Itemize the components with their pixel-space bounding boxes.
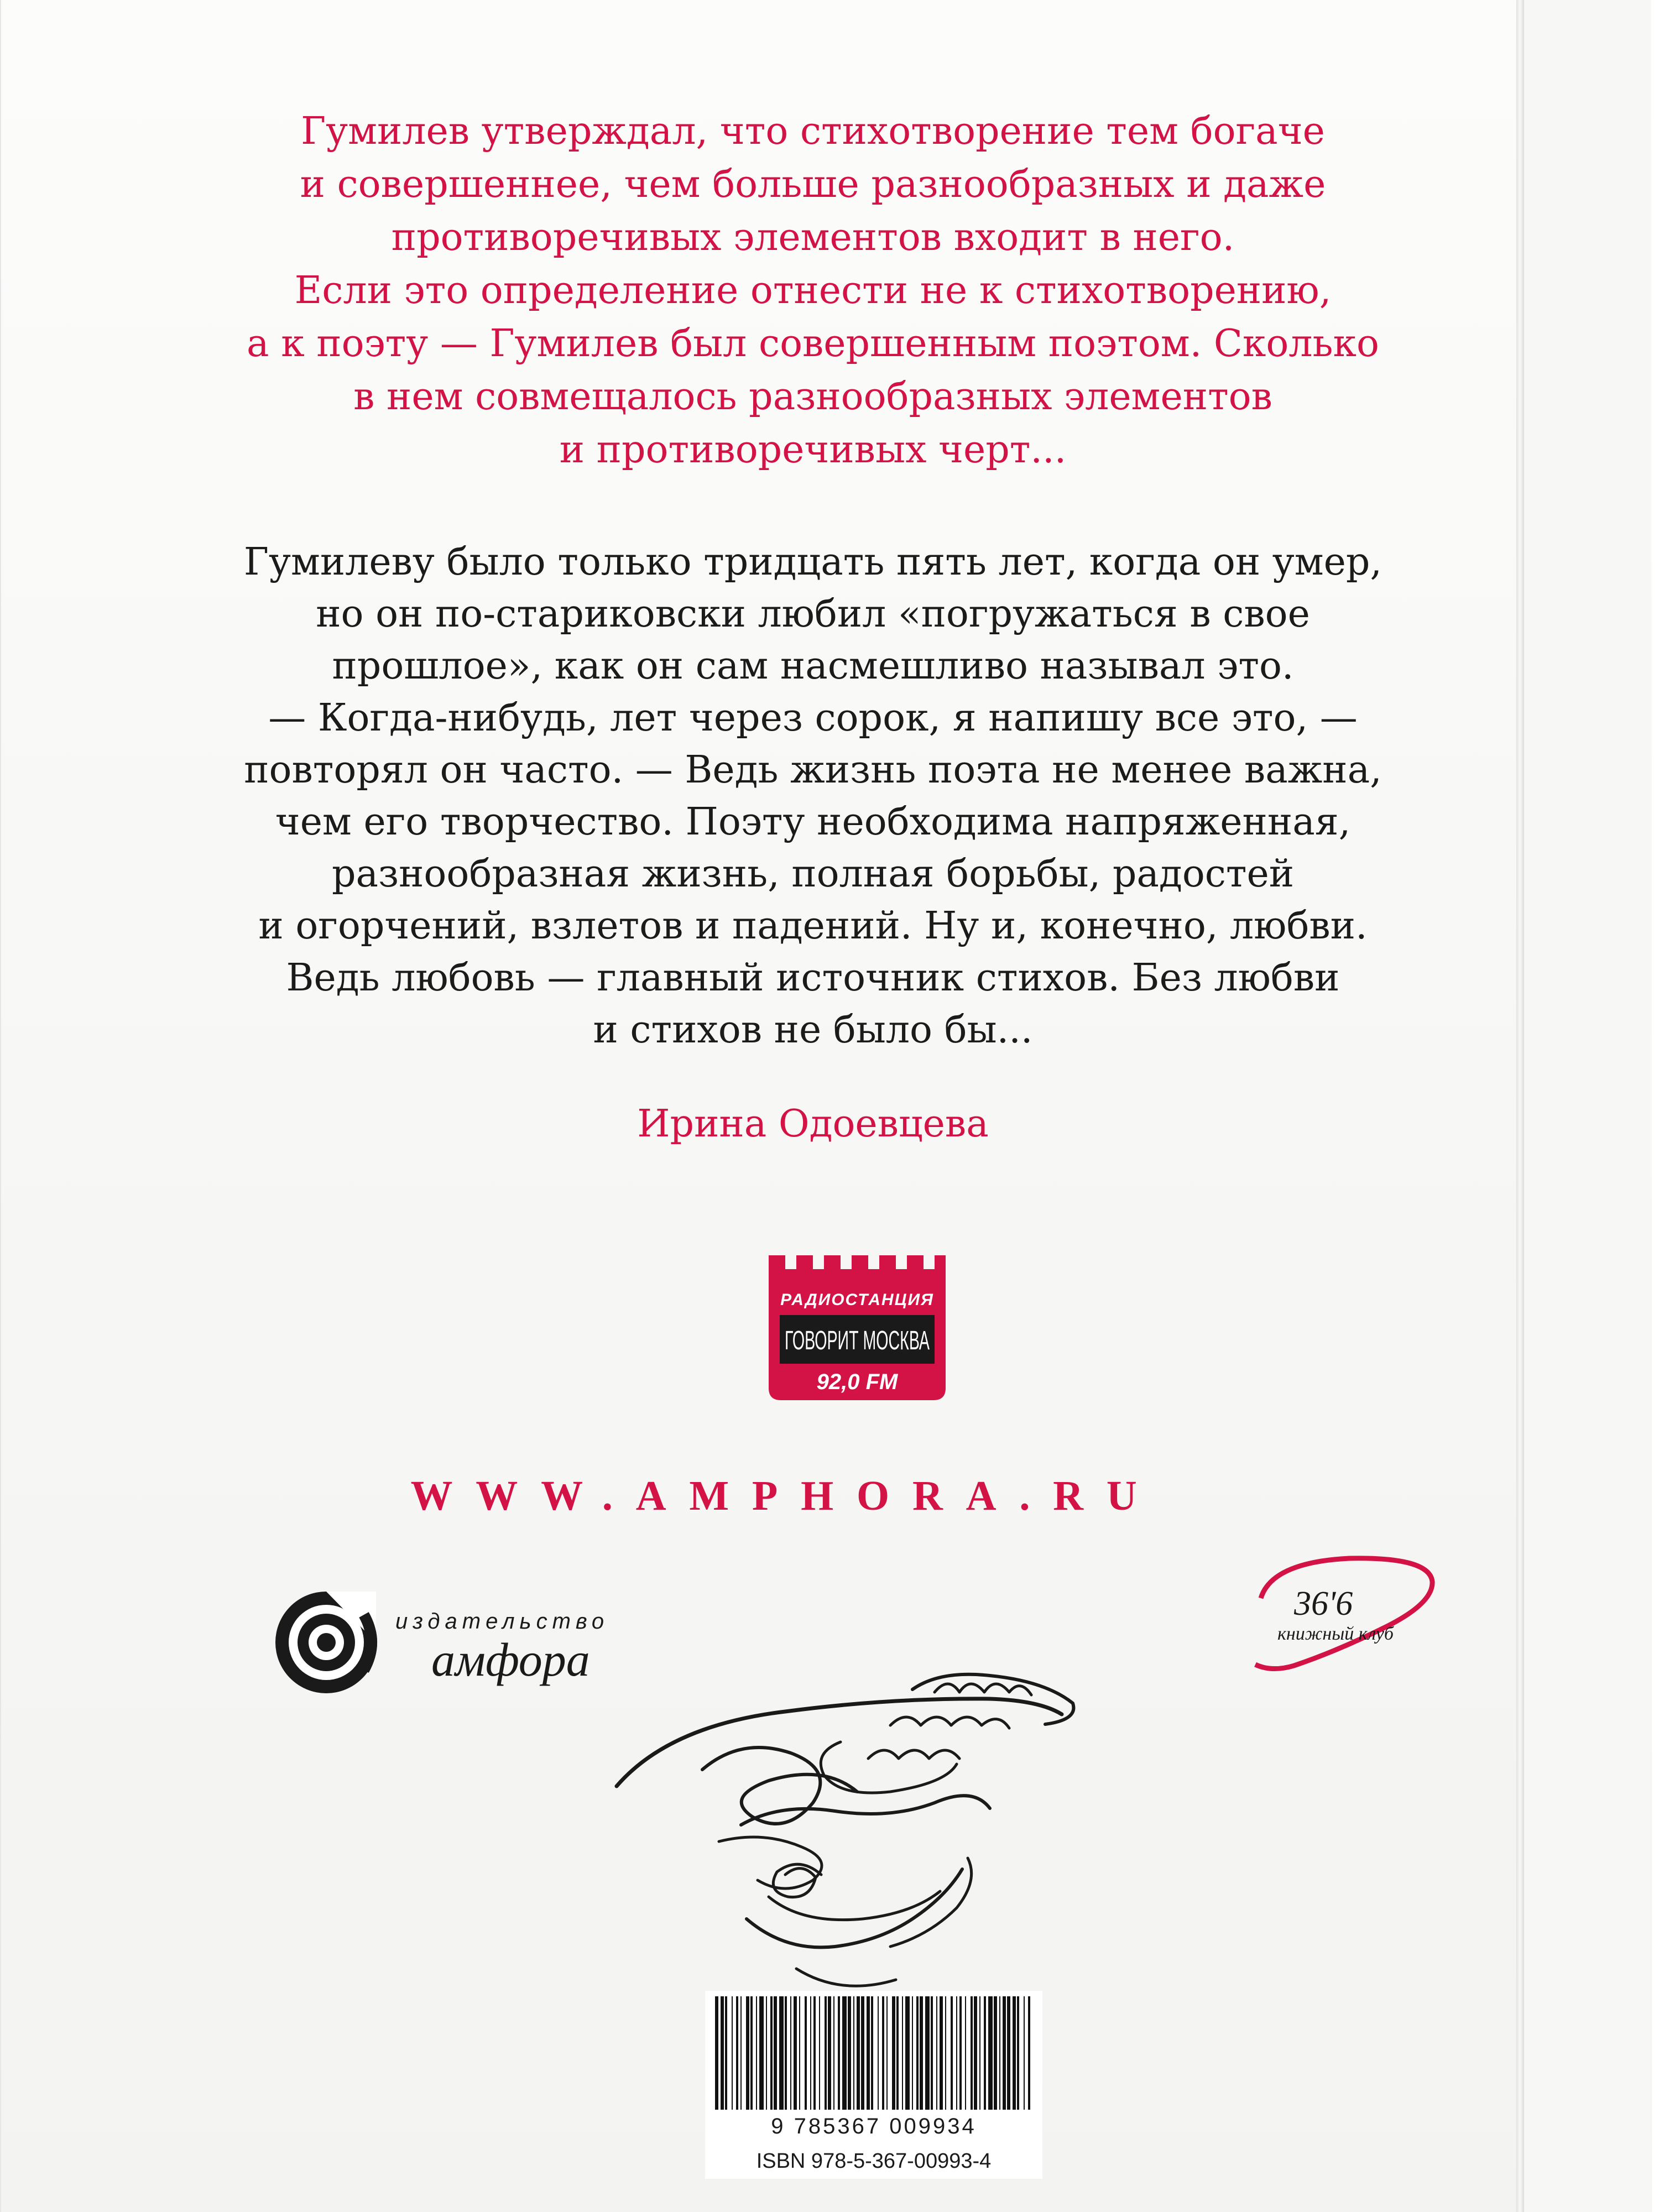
barcode-bar: [925, 1996, 930, 2110]
barcode-bar: [892, 1996, 895, 2110]
barcode-bar: [1028, 1996, 1030, 2110]
barcode-bar: [871, 1996, 873, 2110]
barcode-bar: [878, 1996, 879, 2110]
barcode-bar: [1003, 1996, 1006, 2110]
black-quote-line: но он по-стариковски любил «погружаться в свое: [316, 592, 1310, 636]
barcode-bar: [740, 1996, 742, 2110]
barcode-bar: [936, 1996, 937, 2110]
black-quote-line: — Когда-нибудь, лет через сорок, я напишу все это, —: [268, 696, 1358, 740]
barcode-bar: [725, 1996, 727, 2110]
radio-station-logo: [763, 1250, 951, 1416]
barcode-bar: [979, 1996, 980, 2110]
barcode-bar: [790, 1996, 791, 2110]
black-quote-line: разнообразная жизнь, полная борьбы, радостей: [331, 852, 1295, 896]
barcode-bar: [813, 1996, 816, 2110]
barcode-bar: [896, 1996, 899, 2110]
barcode-bar: [974, 1996, 977, 2110]
barcode-bar: [838, 1996, 840, 2110]
black-quote-line: и стихов не было бы...: [593, 1008, 1033, 1052]
barcode-bar: [1007, 1996, 1010, 2110]
publisher-label: издательство: [395, 1609, 609, 1634]
barcode-bar: [819, 1996, 820, 2110]
barcode-bar: [912, 1996, 913, 2110]
black-quote-line: Гумилеву было только тридцать пять лет, когда он умер,: [243, 540, 1383, 584]
red-quote-line: противоречивых элементов входит в него.: [391, 216, 1235, 259]
black-quote-line: прошлое», как он сам насмешливо называл это.: [332, 644, 1294, 688]
barcode-bar: [794, 1996, 797, 2110]
barcode-bar: [828, 1996, 831, 2110]
red-quote-block: [111, 105, 1515, 477]
barcode-bar: [959, 1996, 962, 2110]
barcode-bar: [951, 1996, 953, 2110]
barcode-bar: [999, 1996, 1000, 2110]
red-quote-line: и совершеннее, чем больше разнообразных и даже: [300, 163, 1326, 206]
barcode: [705, 1991, 1042, 2179]
barcode-bar: [857, 1996, 860, 2110]
red-quote-line: а к поэту — Гумилев был совершенным поэтом. Сколько: [247, 322, 1379, 366]
barcode-bar: [833, 1996, 834, 2110]
barcode-bar: [746, 1996, 749, 2110]
red-quote-line: Если это определение отнести не к стихотворению,: [294, 269, 1332, 312]
barcode-bar: [1017, 1996, 1019, 2110]
spine-strip: [1524, 0, 1651, 2212]
barcode-bar: [971, 1996, 973, 2110]
barcode-bar: [785, 1996, 787, 2110]
barcode-bar: [766, 1996, 767, 2110]
signature-drawing: [603, 1659, 1089, 2046]
barcode-bar: [750, 1996, 753, 2110]
barcode-bar: [902, 1996, 903, 2110]
author-name: Ирина Одоевцева: [637, 1102, 989, 1146]
barcode-bar: [940, 1996, 943, 2110]
radio-logo-line1: РАДИОСТАНЦИЯ: [780, 1291, 934, 1309]
isbn-text: ISBN 978-5-367-00993-4: [756, 2150, 992, 2173]
website-url: WWW.AMPHORA.RU: [410, 1473, 1160, 1519]
club-logo-number: 36'6: [1294, 1585, 1353, 1623]
black-quote-line: повторял он часто. — Ведь жизнь поэта не менее важна,: [244, 748, 1382, 792]
barcode-bar: [715, 1996, 718, 2110]
barcode-bar: [759, 1996, 764, 2110]
barcode-bar: [867, 1996, 870, 2110]
barcode-bar: [984, 1996, 986, 2110]
barcode-bar: [965, 1996, 966, 2110]
barcode-bar: [756, 1996, 757, 2110]
barcode-bar: [1024, 1996, 1025, 2110]
barcode-bar: [861, 1996, 864, 2110]
barcode-bar: [905, 1996, 910, 2110]
barcode-bar: [945, 1996, 946, 2110]
barcode-bar: [920, 1996, 923, 2110]
barcode-bar: [805, 1996, 807, 2110]
spiral-icon: [275, 1592, 377, 1693]
barcode-bar: [916, 1996, 919, 2110]
barcode-bar: [825, 1996, 827, 2110]
red-quote-line: Гумилев утверждал, что стихотворение тем богаче: [301, 109, 1325, 153]
barcode-bar: [779, 1996, 784, 2110]
barcode-bar: [770, 1996, 773, 2110]
black-quote-line: и огорчений, взлетов и падений. Ну и, конечно, любви.: [258, 904, 1368, 948]
black-quote-line: Ведь любовь — главный источник стихов. Без любви: [286, 956, 1340, 1000]
club-logo-label: книжный клуб: [1277, 1624, 1394, 1644]
barcode-bar: [721, 1996, 724, 2110]
radio-logo-line2: ГОВОРИТ МОСКВА: [785, 1326, 930, 1355]
radio-logo-line3: 92,0 FM: [816, 1370, 898, 1394]
red-quote-line: и противоречивых черт...: [559, 428, 1067, 472]
barcode-bar: [994, 1996, 997, 2110]
barcode-bar: [842, 1996, 847, 2110]
barcode-bar: [931, 1996, 933, 2110]
barcode-bar: [988, 1996, 993, 2110]
barcode-bar: [848, 1996, 851, 2110]
barcode-bar: [886, 1996, 888, 2110]
black-quote-line: чем его творчество. Поэту необходима напряженная,: [275, 800, 1351, 844]
black-quote-block: [111, 536, 1515, 1056]
barcode-bar: [799, 1996, 800, 2110]
cover-edge: [1516, 0, 1524, 2212]
barcode-bar: [1013, 1996, 1016, 2110]
barcode-bar: [882, 1996, 884, 2110]
barcode-bar: [774, 1996, 777, 2110]
barcode-bar: [956, 1996, 957, 2110]
book-club-logo: [1239, 1548, 1449, 1676]
barcode-bar: [732, 1996, 733, 2110]
red-quote-line: в нем совмещалось разнообразных элементов: [353, 375, 1272, 419]
barcode-bar: [853, 1996, 854, 2110]
barcode-digits: 9 785367 009934: [771, 2114, 977, 2138]
barcode-bar: [810, 1996, 811, 2110]
barcode-bar: [736, 1996, 738, 2110]
publisher-name: амфора: [431, 1633, 590, 1686]
